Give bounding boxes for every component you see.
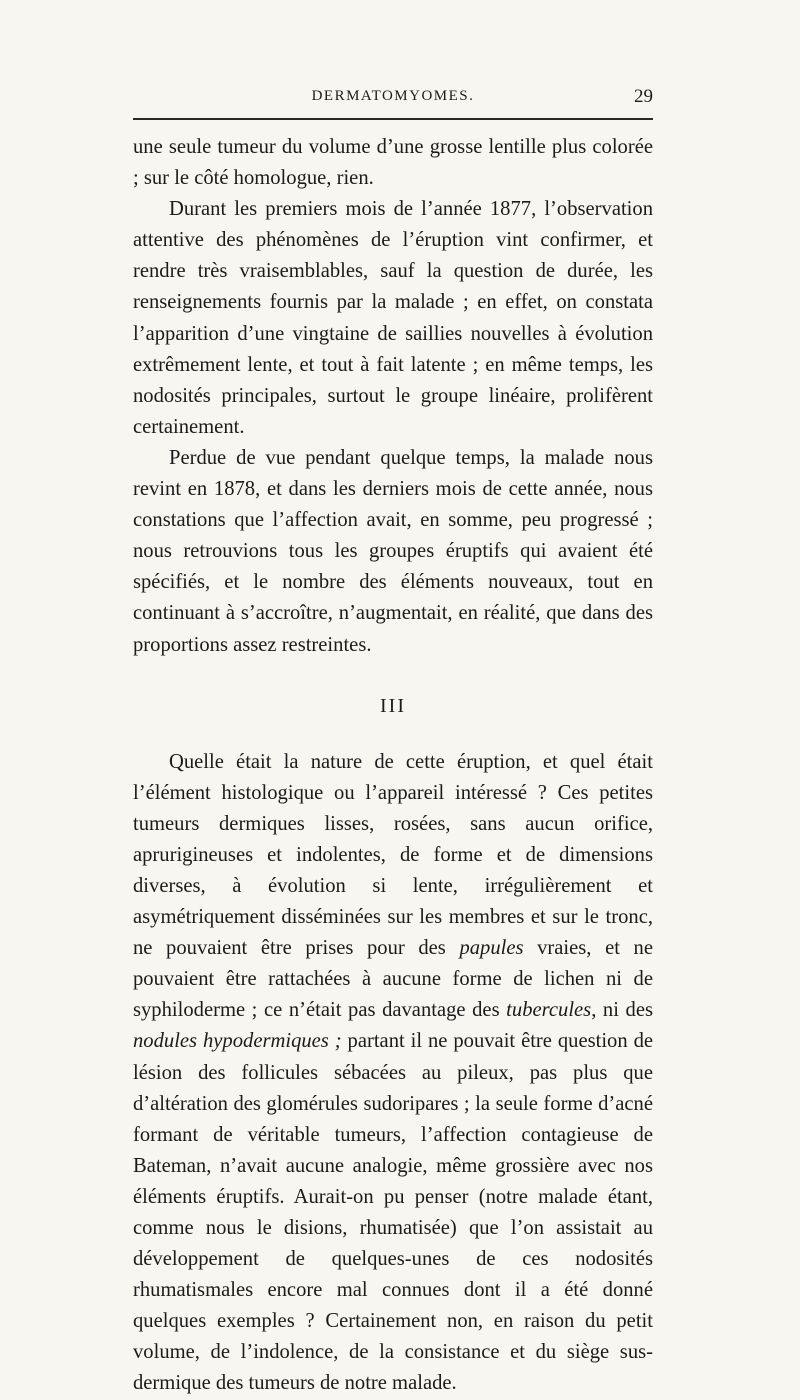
running-title: DERMATOMYOMES. <box>311 88 475 104</box>
paragraph-2: Durant les premiers mois de l’année 1877, l’observation attentive des phénomènes de l’éruption vint confirmer, et rendre très vraisemblables, sauf la question de durée, les renseignements fournis par la malade ; en effet, on constata l’apparition d’une vingtaine de saillies nouvelles à évolution extrêmement lente, et tout à fait latente ; en même temps, les nodosités principales, surtout le groupe linéaire, prolifèrent certainement. <box>133 198 653 438</box>
paragraph-3: Perdue de vue pendant quelque temps, la malade nous revint en 1878, et dans les derniers mois de cette année, nous constations que l’affection avait, en somme, peu progressé ; nous retrouvions tous les groupes éruptifs qui avaient été spécifiés, et le nombre des éléments nouveaux, tout en continuant à s’accroître, n’augmentait, en réalité, que dans des proportions assez restreintes. <box>133 446 653 656</box>
paragraph-4 <box>133 747 653 1400</box>
running-head <box>133 88 653 110</box>
p4-text-4: partant il ne pouvait être question de lésion des follicules sébacées au pileux, pas plus que d’altération des glomérules sudoripares ; la seule forme d’acné formant de véritable tumeurs, l’affection contagieuse de Bateman, n’avait aucune analogie, même grossière avec nos éléments éruptifs. Aurait-on pu penser (notre malade étant, comme nous le disions, rhumatisée) que l’on assistait au développement de quelques-unes de ces nodosités rhumatismales encore mal connues dont il a été donné quelques exemples ? Certainement non, en raison du petit volume, de l’indolence, de la consistance et du siège sus-dermique des tumeurs de notre malade. <box>133 1030 654 1395</box>
p4-text-1: Quelle était la nature de cette éruption, et quel était l’élément histologique ou l’appareil intéressé ? Ces petites tumeurs dermiques lisses, rosées, sans aucun orifice, aprurigineuses et indolentes, de forme et de dimensions diverses, à évolution si lente, irrégulièrement et asymétriquement disséminées sur les membres et sur le tronc, ne pouvaient être prises pour des <box>133 750 653 960</box>
section-number: III <box>380 694 406 717</box>
page-number: 29 <box>634 86 653 107</box>
p4-italic-nodules: nodules hypodermiques ; <box>133 1030 342 1053</box>
p4-text-2: vraies, et ne pouvaient être rattachées à aucune forme de lichen ni de syphiloderme ; ce n’était pas davantage des <box>133 937 653 1022</box>
text-block <box>133 132 653 1400</box>
paragraph-1: une seule tumeur du volume d’une grosse lentille plus colorée ; sur le côté homologue, rien. <box>133 136 653 190</box>
p4-text-3: , ni des <box>591 999 653 1022</box>
header-rule <box>133 118 653 120</box>
p4-italic-papules: papules <box>459 937 524 960</box>
p4-italic-tubercules: tubercules <box>506 999 592 1022</box>
